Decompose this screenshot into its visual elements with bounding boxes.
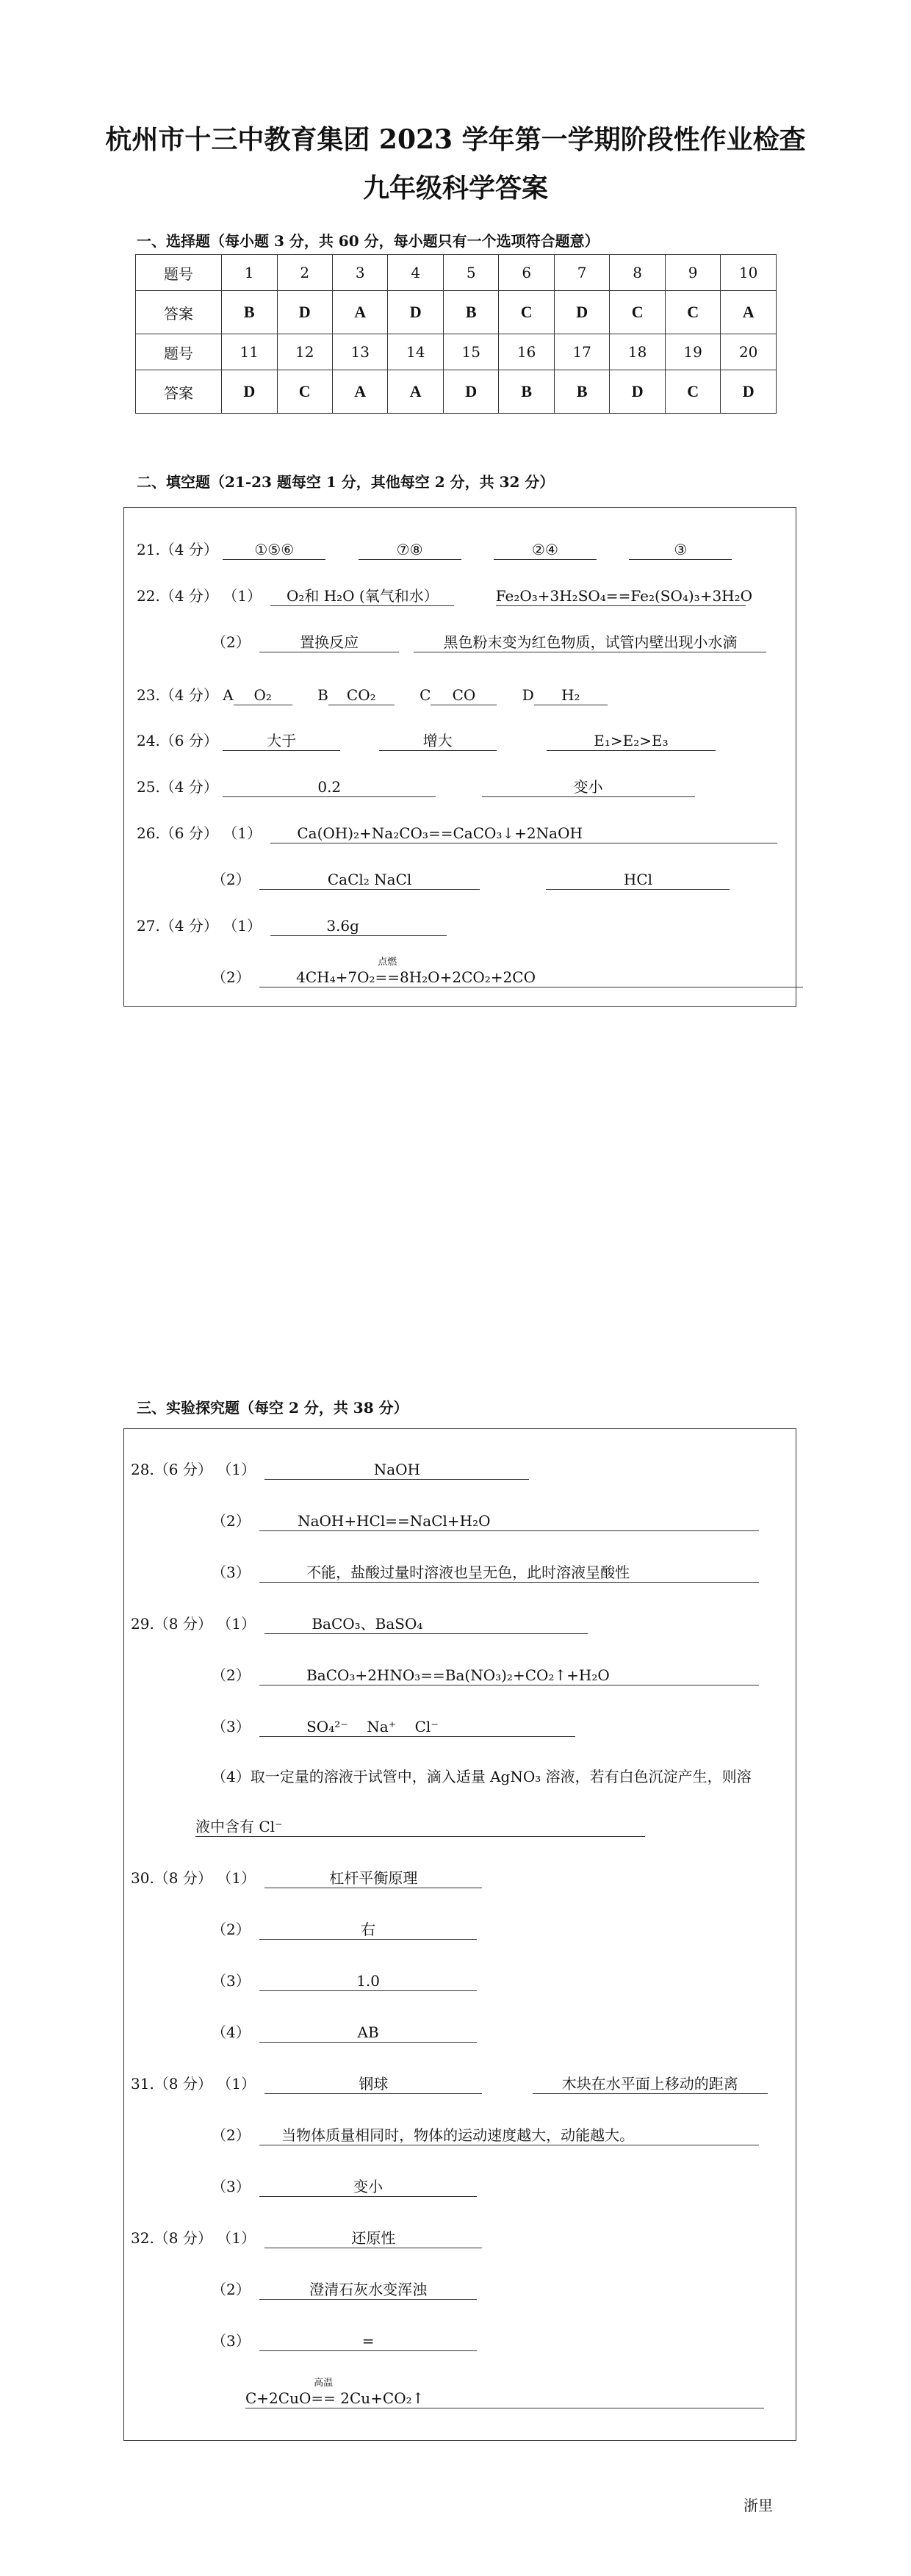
q-label: 21.（4 分） — [137, 541, 218, 558]
equals-sign: == — [311, 2389, 336, 2407]
answer-blank: Ca(OH)₂+Na₂CO₃==CaCO₃↓+2NaOH — [270, 824, 777, 843]
equation-right: 8H₂O+2CO₂+2CO — [400, 968, 536, 986]
part-label: （1） — [217, 2229, 256, 2247]
q21-line — [137, 539, 732, 560]
part-label: （2） — [212, 2126, 251, 2144]
part-label: （2） — [212, 633, 251, 651]
answer-blank: 置换反应 — [259, 633, 399, 652]
answer-blank: BaCO₃、BaSO₄ — [264, 1614, 588, 1634]
part-label: （1） — [217, 1615, 256, 1633]
reaction-condition: 高温 — [314, 2378, 334, 2389]
answer-blank: = — [259, 2331, 477, 2351]
equation-left: 4CH₄+7O₂ — [296, 968, 375, 986]
answer-blank — [245, 2378, 764, 2408]
num-cell: 1 — [222, 255, 277, 291]
num-cell: 9 — [665, 255, 720, 291]
q-label: 30.（8 分） — [131, 1869, 212, 1887]
num-cell: 3 — [332, 255, 387, 291]
q-label: 31.（8 分） — [131, 2075, 212, 2093]
q31-line2 — [212, 2125, 759, 2145]
q22-line1 — [137, 586, 753, 606]
q30-line1 — [131, 1868, 482, 1888]
part-label: （1） — [223, 824, 262, 842]
answer-blank: 澄清石灰水变浑浊 — [259, 2280, 477, 2300]
answer-cell: D — [443, 370, 498, 414]
num-cell: 10 — [721, 255, 777, 291]
answer-blank: ③ — [629, 540, 732, 560]
q31-line3 — [212, 2176, 477, 2197]
num-cell: 20 — [721, 334, 777, 370]
answer-cell: D — [277, 291, 332, 334]
answer-cell: B — [443, 291, 498, 334]
answer-blank: O₂ — [234, 686, 292, 705]
equation-sign — [311, 2378, 336, 2408]
answer-cell: B — [554, 370, 609, 414]
reaction-condition: 点燃 — [378, 957, 397, 968]
table-row — [136, 291, 777, 334]
num-cell: 18 — [610, 334, 665, 370]
equation-sign — [375, 957, 400, 987]
num-cell: 4 — [388, 255, 443, 291]
answer-blank: 不能，盐酸过量时溶液也呈无色，此时溶液呈酸性 — [259, 1563, 759, 1583]
q32-line2 — [212, 2279, 477, 2300]
equation-left: C+2CuO — [245, 2389, 312, 2407]
answer-blank: 3.6g — [270, 916, 447, 936]
answer-blank: 当物体质量相同时，物体的运动速度越大，动能越大。 — [259, 2126, 759, 2145]
answer-cell: D — [222, 370, 277, 414]
answer-blank: 杠杆平衡原理 — [264, 1868, 482, 1888]
num-cell: 12 — [277, 334, 332, 370]
answer-blank: 钢球 — [264, 2074, 482, 2094]
q30-line4 — [212, 2022, 477, 2043]
q30-line3 — [212, 1971, 477, 1991]
answer-cell: D — [721, 370, 777, 414]
part-label: A — [223, 686, 234, 704]
q-label: 32.（8 分） — [131, 2229, 212, 2247]
table-row — [136, 255, 777, 291]
answer-cell: D — [554, 291, 609, 334]
q27-line1 — [137, 915, 447, 936]
part-label: （1） — [223, 587, 262, 605]
q-label-cell: 题号 — [136, 255, 222, 291]
part-label: （3） — [212, 1718, 251, 1735]
part-label: （3） — [212, 1972, 251, 1990]
answer-cell: C — [665, 370, 720, 414]
q27-line2 — [212, 957, 803, 987]
part-label: （1） — [217, 2075, 256, 2093]
num-cell: 19 — [665, 334, 720, 370]
num-cell: 2 — [277, 255, 332, 291]
part-label: B — [317, 686, 328, 704]
page-subtitle: 九年级科学答案 — [362, 173, 548, 204]
q29-line5 — [195, 1816, 645, 1837]
q-label-cell: 题号 — [136, 334, 222, 370]
q-label: 24.（6 分） — [137, 732, 218, 749]
answer-blank: 增大 — [379, 731, 497, 751]
table-row — [136, 334, 777, 370]
equals-sign: == — [375, 968, 400, 986]
answer-blank: E₁>E₂>E₃ — [547, 731, 716, 751]
num-cell: 7 — [554, 255, 609, 291]
q23-line — [137, 685, 608, 705]
part-label: （3） — [212, 2332, 251, 2350]
q-label: 22.（4 分） — [137, 587, 218, 605]
part-label: （1） — [217, 1461, 256, 1478]
part-label: （1） — [223, 917, 262, 935]
answer-cell: C — [277, 370, 332, 414]
q24-line — [137, 730, 716, 751]
answer-blank: 变小 — [259, 2177, 477, 2197]
answer-blank: O₂和 H₂O (氧气和水） — [270, 586, 454, 606]
part-label: （2） — [212, 1921, 251, 1938]
answer-blank: H₂ — [534, 686, 608, 705]
answer-blank: 1.0 — [259, 1971, 477, 1991]
answer-blank — [259, 957, 803, 987]
part-label: （2） — [212, 871, 251, 888]
q26-line2 — [212, 869, 730, 890]
answer-blank: 右 — [259, 1920, 477, 1940]
footer-mark: 浙里 — [743, 2497, 773, 2514]
q29-line4 — [212, 1766, 818, 1787]
answer-cell: B — [499, 370, 554, 414]
q29-line3 — [212, 1716, 575, 1737]
page-title: 杭州市十三中教育集团 2023 学年第一学期阶段性作业检查 — [105, 124, 806, 155]
part-label: D — [522, 686, 534, 704]
q-label: 28.（6 分） — [131, 1461, 212, 1478]
num-cell: 17 — [554, 334, 609, 370]
num-cell: 6 — [499, 255, 554, 291]
answer-blank: ②④ — [494, 540, 597, 560]
answer-cell: D — [388, 291, 443, 334]
answer-cell: A — [721, 291, 777, 334]
answer-blank: CaCl₂ NaCl — [259, 870, 480, 890]
q32-line4 — [245, 2378, 764, 2408]
answer-blank: BaCO₃+2HNO₃==Ba(NO₃)₂+CO₂↑+H₂O — [259, 1666, 759, 1685]
q29-line1 — [131, 1613, 588, 1634]
q32-line3 — [212, 2331, 477, 2351]
answer-blank: ①⑤⑥ — [223, 540, 325, 560]
q28-line3 — [212, 1562, 759, 1583]
answer-cell: D — [610, 370, 665, 414]
q28-line2 — [212, 1511, 759, 1531]
num-cell: 16 — [499, 334, 554, 370]
a-label-cell: 答案 — [136, 370, 222, 414]
answer-blank: AB — [259, 2023, 477, 2043]
answer-cell: A — [332, 370, 387, 414]
answer-blank: NaOH+HCl==NaCl+H₂O — [259, 1511, 759, 1531]
part-label: （3） — [212, 2178, 251, 2195]
q30-line2 — [212, 1919, 477, 1940]
answer-blank: 还原性 — [264, 2228, 482, 2248]
a-label-cell: 答案 — [136, 291, 222, 334]
part-label: C — [420, 686, 431, 704]
num-cell: 13 — [332, 334, 387, 370]
answer-blank: 0.2 — [223, 777, 436, 797]
answer-blank: CO₂ — [328, 686, 395, 705]
answer-blank: SO₄²⁻ Na⁺ Cl⁻ — [259, 1717, 575, 1737]
answer-blank: 大于 — [223, 731, 340, 751]
answer-text: 取一定量的溶液于试管中，滴入适量 AgNO₃ 溶液，若有白色沉淀产生，则溶 — [250, 1768, 752, 1785]
q25-line — [137, 777, 695, 797]
q-label: 25.（4 分） — [137, 778, 218, 796]
q-label: 29.（8 分） — [131, 1615, 212, 1633]
part-label: （2） — [212, 968, 251, 986]
section3-heading: 三、实验探究题（每空 2 分，共 38 分） — [137, 1399, 408, 1417]
num-cell: 5 — [443, 255, 498, 291]
answer-blank: 变小 — [482, 777, 695, 797]
q29-line2 — [212, 1665, 759, 1685]
q31-line1 — [131, 2073, 768, 2094]
table-row — [136, 370, 777, 414]
q26-line1 — [137, 823, 777, 843]
num-cell: 8 — [610, 255, 665, 291]
part-label: （4） — [212, 2023, 251, 2041]
part-label: （2） — [212, 1666, 251, 1684]
num-cell: 14 — [388, 334, 443, 370]
section2-heading: 二、填空题（21-23 题每空 1 分，其他每空 2 分，共 32 分） — [137, 473, 555, 491]
answer-cell: C — [665, 291, 720, 334]
answer-blank: 黑色粉末变为红色物质，试管内壁出现小水滴 — [414, 633, 766, 652]
part-label: （4） — [212, 1768, 251, 1785]
part-label: （2） — [212, 2281, 251, 2298]
q-label: 23.（4 分） — [137, 686, 218, 704]
answer-cell: A — [388, 370, 443, 414]
q32-line1 — [131, 2228, 482, 2248]
answer-blank: CO — [431, 686, 497, 705]
answer-table — [135, 254, 777, 414]
answer-blank: Fe₂O₃+3H₂SO₄==Fe₂(SO₄)₃+3H₂O — [495, 587, 753, 605]
answer-cell: C — [610, 291, 665, 334]
num-cell: 11 — [222, 334, 277, 370]
part-label: （2） — [212, 1512, 251, 1530]
q22-line2 — [212, 632, 766, 652]
section1-heading: 一、选择题（每小题 3 分，共 60 分，每小题只有一个选项符合题意） — [137, 232, 599, 250]
equation-right: 2Cu+CO₂↑ — [335, 2389, 425, 2407]
q-label: 26.（6 分） — [137, 824, 218, 842]
q28-line1 — [131, 1459, 529, 1480]
answer-blank: 木块在水平面上移动的距离 — [533, 2074, 768, 2094]
answer-cell: C — [499, 291, 554, 334]
answer-cell: B — [222, 291, 277, 334]
answer-blank: HCl — [546, 870, 730, 890]
answer-cell: A — [332, 291, 387, 334]
part-label: （3） — [212, 1564, 251, 1581]
answer-blank: ⑦⑧ — [359, 540, 461, 560]
num-cell: 15 — [443, 334, 498, 370]
part-label: （1） — [217, 1869, 256, 1887]
q-label: 27.（4 分） — [137, 917, 218, 935]
answer-blank: 液中含有 Cl⁻ — [195, 1817, 645, 1837]
answer-blank: NaOH — [264, 1460, 529, 1480]
